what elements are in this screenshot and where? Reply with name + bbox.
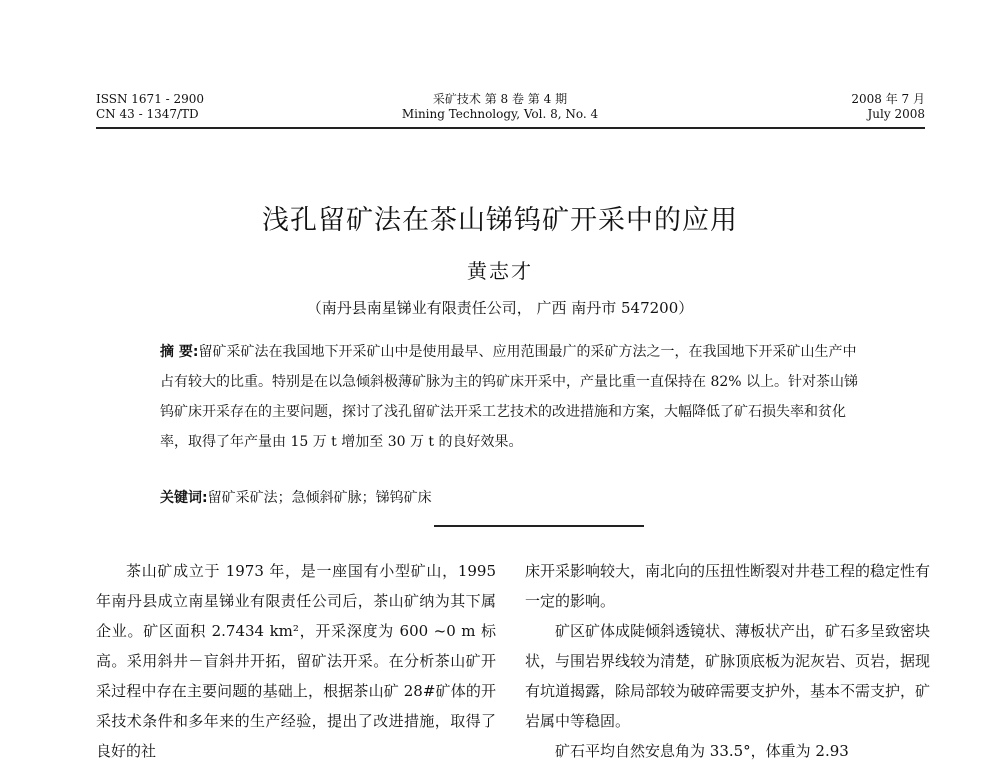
- body-column-right: [525, 556, 930, 766]
- header-rule: [96, 127, 925, 129]
- cn-text: CN 43 - 1347/TD: [96, 107, 199, 121]
- author-affiliation: （南丹县南星锑业有限责任公司， 广西 南丹市 547200）: [306, 299, 694, 317]
- abstract-label: 摘 要:: [160, 344, 199, 360]
- keywords-text: 留矿采矿法；急倾斜矿脉；锑钨矿床: [207, 490, 432, 506]
- journal-name-block: [330, 92, 670, 122]
- body-paragraph: 床开采影响较大，南北向的压扭性断裂对井巷工程的稳定性有一定的影响。: [525, 562, 931, 610]
- journal-date-block: [780, 92, 925, 122]
- abstract-text: 留矿采矿法在我国地下开采矿山中是使用最早、应用范围最广的采矿方法之一，在我国地下开采矿山生产中占有较大的比重。特别是在以急倾斜极薄矿脉为主的钨矿床开采中，产量比重一直保持在 82% 以上。针对茶山锑钨矿床开采存在的主要问题，探讨了浅孔留矿法开采工艺技术的改进措施和方案，大幅降低了矿石损失率和贫化率，取得了年产量由 15 万 t 增加至 30 万 t 的良好效果。: [160, 344, 859, 450]
- paper-title: 浅孔留矿法在茶山锑钨矿开采中的应用: [262, 205, 738, 236]
- abstract: [160, 337, 860, 457]
- body-paragraph: 矿区矿体成陡倾斜透镜状、薄板状产出，矿石多呈致密块状，与围岩界线较为清楚，矿脉顶底板为泥灰岩、页岩，据现有坑道揭露，除局部较为破碎需要支护外，基本不需支护，矿岩属中等稳固。: [525, 622, 931, 730]
- keywords: [160, 487, 860, 509]
- keywords-label: 关键词:: [160, 490, 208, 506]
- journal-issn-block: [96, 92, 204, 122]
- journal-name-en: Mining Technology, Vol. 8, No. 4: [401, 107, 599, 121]
- paper-author: 黄志才: [467, 259, 533, 283]
- section-separator: [434, 525, 644, 527]
- body-column-left: [96, 556, 496, 766]
- body-paragraph: 茶山矿成立于 1973 年，是一座国有小型矿山，1995 年南丹县成立南星锑业有限责任公司后，茶山矿纳为其下属企业。矿区面积 2.7434 km²，开采深度为 600 ~0 m 标高。采用斜井－盲斜井开拓，留矿法开采。在分析茶山矿开采过程中存在主要问题的基础上，根据茶山矿 28#矿体的开采技术条件和多年来的生产经验，提出了改进措施，取得了良好的社: [96, 562, 496, 760]
- body-paragraph: 矿石平均自然安息角为 33.5°，体重为 2.93: [555, 742, 849, 760]
- date-cn: 2008 年 7 月: [851, 92, 925, 106]
- issn-text: ISSN 1671 - 2900: [96, 92, 205, 106]
- date-en: July 2008: [867, 107, 925, 121]
- journal-name-cn: 采矿技术 第 8 卷 第 4 期: [432, 92, 568, 106]
